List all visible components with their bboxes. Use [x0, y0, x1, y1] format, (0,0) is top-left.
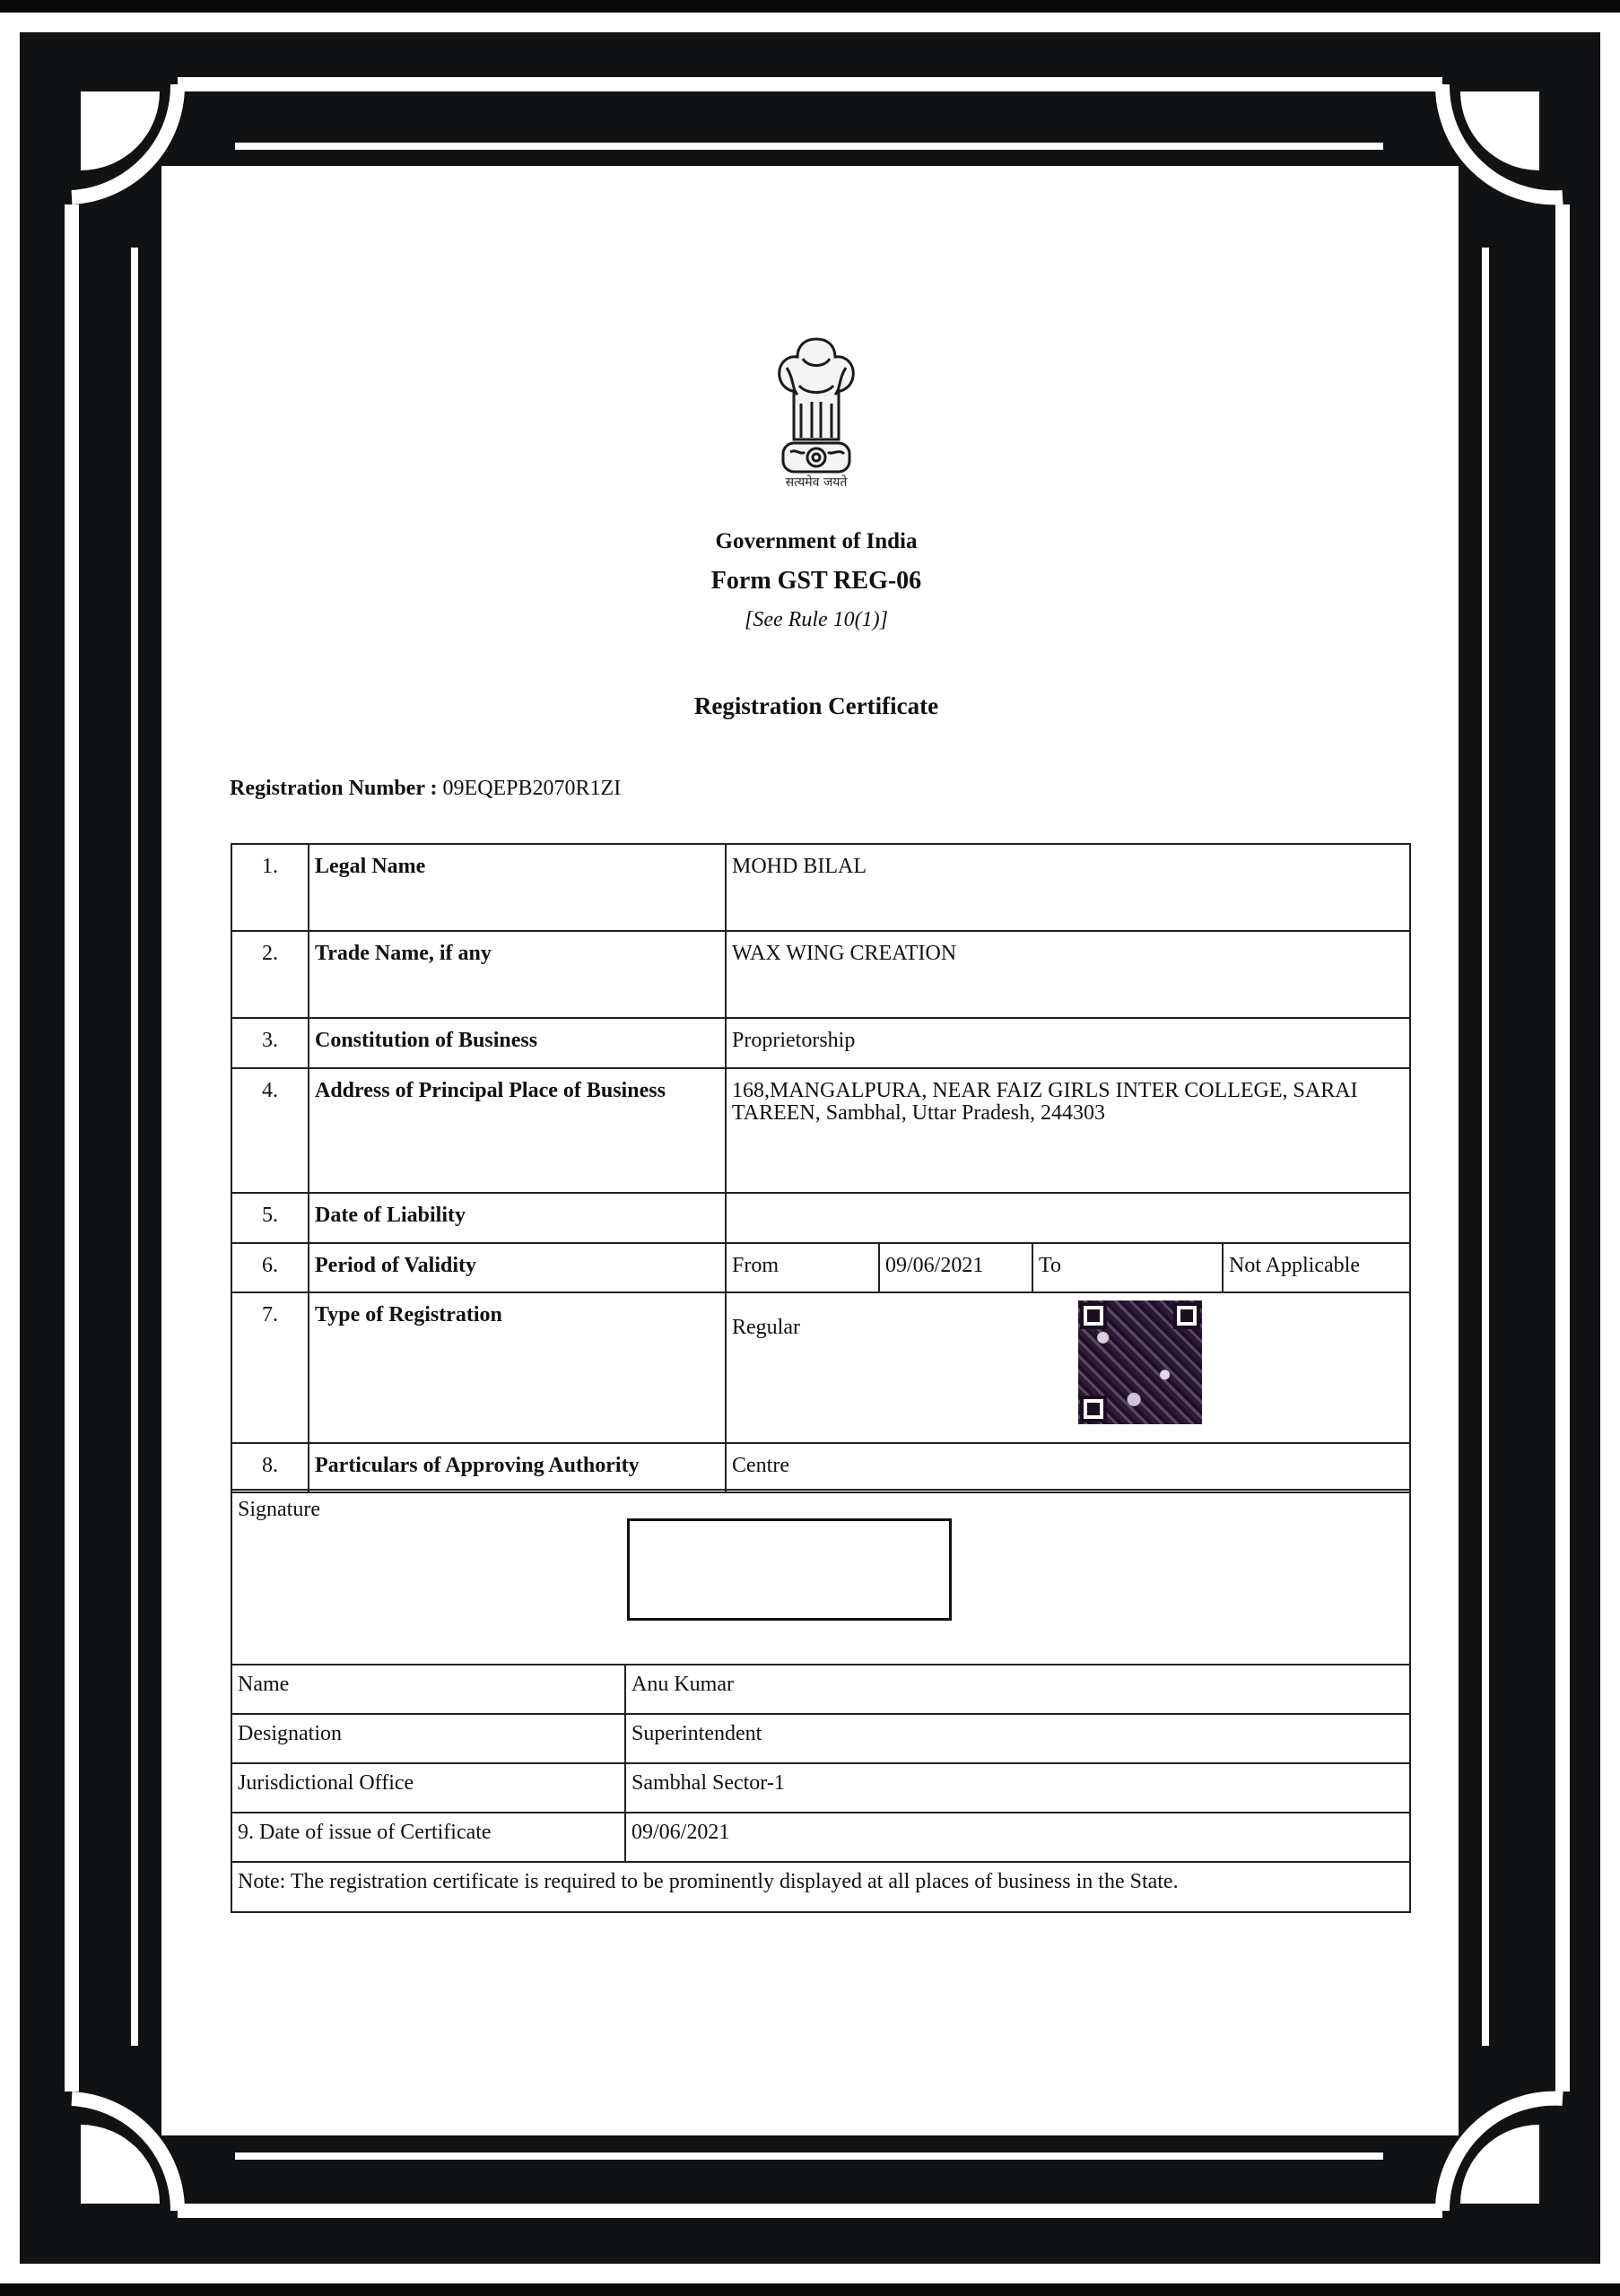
approving-authority-value: Centre	[726, 1443, 1410, 1492]
validity-from-label: From	[726, 1243, 879, 1292]
designation-value: Superintendent	[625, 1714, 1410, 1763]
table-row	[231, 1018, 1410, 1068]
row-number: 8.	[231, 1443, 309, 1492]
emblem-motto: सत्यमेव जयते	[785, 475, 848, 490]
trade-name-value: WAX WING CREATION	[726, 931, 1410, 1018]
registration-type-cell	[726, 1292, 1410, 1443]
constitution-value: Proprietorship	[726, 1018, 1410, 1068]
row-number: 4.	[231, 1068, 309, 1193]
registration-number-label: Registration Number :	[230, 777, 438, 800]
table-row	[231, 1243, 1410, 1292]
table-row	[231, 1292, 1410, 1443]
table-row	[231, 1665, 1410, 1714]
signature-label: Signature	[231, 1490, 1410, 1665]
table-row	[231, 1443, 1410, 1492]
registration-number-row	[230, 777, 621, 801]
table-row	[231, 931, 1410, 1018]
row-label: Constitution of Business	[309, 1018, 726, 1068]
row-label: Date of Liability	[309, 1193, 726, 1243]
name-label: Name	[231, 1665, 625, 1714]
row-number: 5.	[231, 1193, 309, 1243]
validity-to-value: Not Applicable	[1223, 1243, 1410, 1292]
state-emblem-icon	[767, 332, 866, 493]
row-label: Type of Registration	[309, 1292, 726, 1443]
certificate-title: Registration Certificate	[693, 692, 939, 719]
date-of-liability-value	[726, 1193, 1410, 1243]
government-heading: Government of India	[715, 529, 918, 553]
form-number: Form GST REG-06	[710, 567, 922, 595]
row-label: Legal Name	[309, 844, 726, 931]
table-row	[231, 1068, 1410, 1193]
issue-date-value: 09/06/2021	[625, 1813, 1410, 1862]
validity-from-value: 09/06/2021	[879, 1243, 1032, 1292]
registration-details-table	[231, 843, 1411, 1493]
row-number: 7.	[231, 1292, 309, 1443]
row-number: 2.	[231, 931, 309, 1018]
rule-reference: [See Rule 10(1)]	[745, 608, 888, 631]
table-row	[231, 844, 1410, 931]
validity-to-label: To	[1032, 1243, 1223, 1292]
row-number: 6.	[231, 1243, 309, 1292]
jurisdictional-office-value: Sambhal Sector-1	[625, 1763, 1410, 1813]
row-label: Particulars of Approving Authority	[309, 1443, 726, 1492]
jurisdictional-office-label: Jurisdictional Office	[231, 1763, 625, 1813]
registration-type-value: Regular	[732, 1316, 800, 1339]
address-value: 168,MANGALPURA, NEAR FAIZ GIRLS INTER COLLEGE, SARAI TAREEN, Sambhal, Uttar Pradesh, 244303	[726, 1068, 1410, 1193]
row-label: Period of Validity	[309, 1243, 726, 1292]
registration-number-value: 09EQEPB2070R1ZI	[442, 777, 622, 800]
issue-date-label: 9. Date of issue of Certificate	[231, 1813, 625, 1862]
table-row	[231, 1193, 1410, 1243]
signature-box	[627, 1518, 952, 1621]
legal-name-value: MOHD BILAL	[726, 844, 1410, 931]
table-row	[231, 1813, 1410, 1862]
row-number: 3.	[231, 1018, 309, 1068]
table-row	[231, 1862, 1410, 1912]
display-note: Note: The registration certificate is required to be prominently displayed at all places of business in the State.	[231, 1862, 1410, 1912]
table-row	[231, 1763, 1410, 1813]
officer-name: Anu Kumar	[625, 1665, 1410, 1714]
qr-code-icon	[1078, 1300, 1202, 1424]
row-label: Address of Principal Place of Business	[309, 1068, 726, 1193]
row-number: 1.	[231, 844, 309, 931]
designation-label: Designation	[231, 1714, 625, 1763]
row-label: Trade Name, if any	[309, 931, 726, 1018]
table-row	[231, 1714, 1410, 1763]
